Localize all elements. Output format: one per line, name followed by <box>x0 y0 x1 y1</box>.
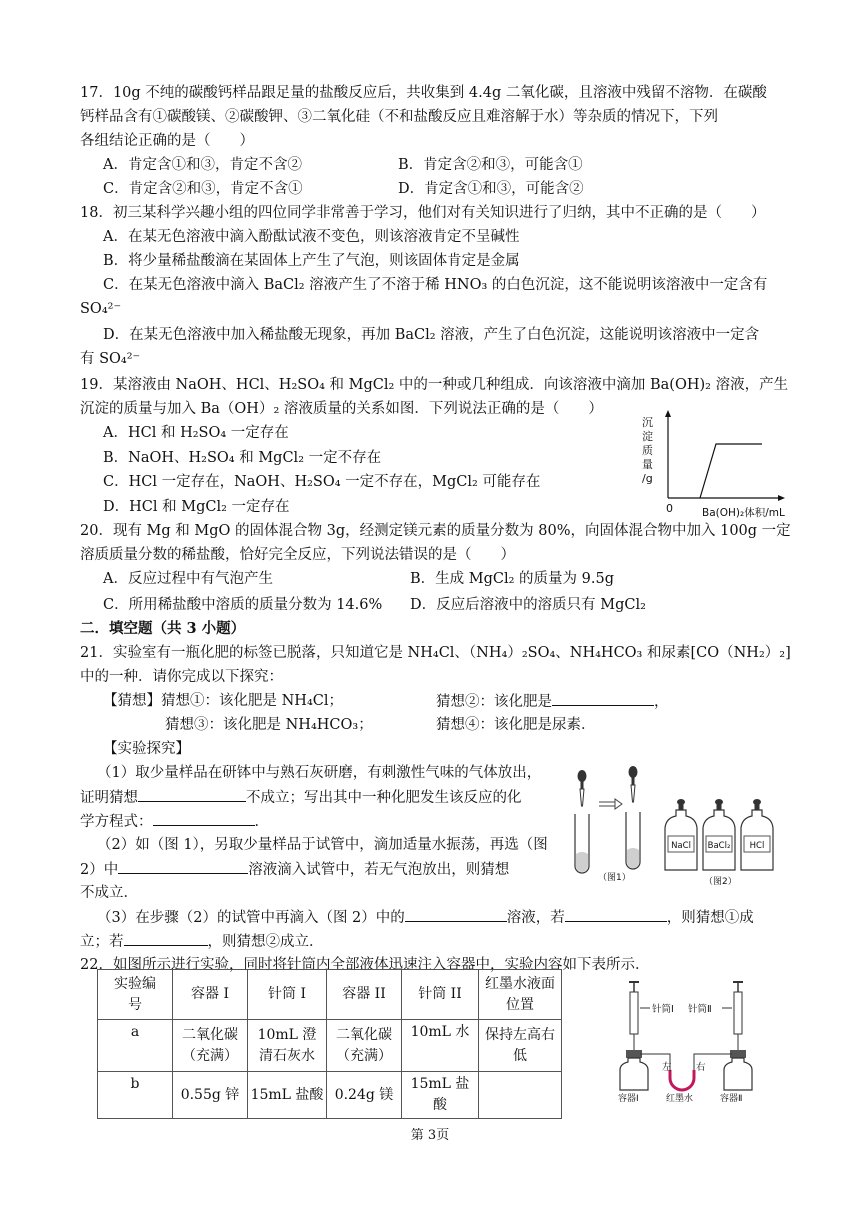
q18-option-c-line2: SO₄²⁻ <box>80 301 122 317</box>
table-cell <box>327 1020 402 1072</box>
q19-stem-line2: 沉淀的质量与加入 Ba（OH）₂ 溶液质量的关系如图．下列说法正确的是（ ） <box>80 401 603 417</box>
table-cell <box>479 1020 562 1072</box>
header-text: 容器 I <box>191 986 229 1002</box>
cell-text: 15mL 盐酸 <box>250 1086 324 1103</box>
q21-guess-2-comma: ， <box>654 694 669 710</box>
q21-guess-2 <box>436 691 669 712</box>
header-text: 容器 II <box>342 986 386 1002</box>
q22-stem: 22．如图所示进行实验，同时将针筒内全部液体迅速注入容器中，实验内容如下表所示． <box>80 957 650 973</box>
q21-guess-4: 猜想④：该化肥是尿素． <box>436 717 596 733</box>
q21-part3-text-a: （3）在步骤（2）的试管中再滴入（图 2）中的 <box>97 910 405 926</box>
header-text: 实验编号 <box>114 975 156 1013</box>
cell-text: a <box>130 1024 140 1040</box>
q21-part3-text-c: ，则猜想①成 <box>666 910 754 926</box>
label-container-2: 容器Ⅱ <box>720 1094 743 1104</box>
cell-text: 二氧化碳（充满） <box>182 1026 238 1064</box>
q21-part1-blank-equation[interactable] <box>153 811 255 826</box>
q20-option-d: D．反应后溶液中的溶质只有 MgCl₂ <box>410 597 646 613</box>
q21-part2-line2 <box>80 859 509 880</box>
q21-part1-blank-guess[interactable] <box>138 787 246 802</box>
dropper-right-icon <box>629 766 638 802</box>
reagent-bottle-hcl-icon <box>741 799 773 870</box>
q21-part3-blank-solution[interactable] <box>405 907 507 922</box>
q21-part1-text-c: 学方程式： <box>80 814 153 830</box>
q17-stem-line1: 17．10g 不纯的碳酸钙样品跟足量的盐酸反应后，共收集到 4.4g 二氧化碳，且溶液中残留不溶物．在碳酸 <box>80 85 767 101</box>
q19-option-a: A．HCl 和 H₂SO₄ 一定存在 <box>103 425 289 441</box>
q18-option-c-line1: C．在某无色溶液中滴入 BaCl₂ 溶液产生了不溶于稀 HNO₃ 的白色沉淀，这不能说明该溶液中一定含有 <box>103 277 768 293</box>
table-row <box>98 1020 562 1072</box>
q21-part1-text-a: 证明猜想 <box>80 790 138 806</box>
q21-part3-blank-condition1[interactable] <box>565 907 667 922</box>
q19-graph-ylabel-4: /g <box>642 472 653 485</box>
q19-graph-ylabel-0: 沉 <box>642 416 653 429</box>
q22-experiment-table <box>97 969 562 1119</box>
q21-part1-line2 <box>80 787 522 808</box>
table-header-cell <box>402 970 479 1020</box>
label-syringe-1: 针筒Ⅰ <box>652 1004 674 1015</box>
q19-graph-ylabel-2: 质 <box>642 444 653 457</box>
table-cell <box>98 1072 173 1119</box>
q18-stem: 18．初三某科学兴趣小组的四位同学非常善于学习，他们对有关知识进行了归纳，其中不正确的是（ ） <box>80 205 766 221</box>
page-number: 第 3页 <box>410 1128 450 1143</box>
cell-text: b <box>130 1076 140 1092</box>
q19-graph <box>640 410 790 520</box>
q19-graph-origin: 0 <box>666 502 673 515</box>
transfer-arrow-icon <box>599 799 622 809</box>
q21-part3-text-b: 溶液，若 <box>506 910 565 926</box>
q19-graph-ylabel-3: 量 <box>642 458 653 471</box>
q21-part1-line1: （1）取少量样品在研钵中与熟石灰研磨，有刺激性气味的气体放出， <box>97 765 542 781</box>
table-row <box>98 1072 562 1119</box>
q19-graph-ylabel-1: 淀 <box>642 430 653 443</box>
q21-guess-1: 【猜想】猜想①：该化肥是 NH₄Cl； <box>103 693 343 709</box>
q21-part2-text-b: 溶液滴入试管中，若无气泡放出，则猜想 <box>248 862 510 878</box>
q21-part1-period: ． <box>254 814 269 830</box>
container-1-icon <box>620 1050 648 1090</box>
q21-figure-1 <box>566 762 662 882</box>
u-tube-icon <box>640 1054 732 1090</box>
q20-stem-line1: 20．现有 Mg 和 MgO 的固体混合物 3g，经测定镁元素的质量分数为 80%，向固体混合物中加入 100g 一定 <box>80 523 791 539</box>
q17-option-c: C．肯定含②和③，肯定不含① <box>103 181 303 197</box>
q21-part3-line2 <box>80 931 324 952</box>
q21-guess-2-blank[interactable] <box>552 691 654 706</box>
q19-option-c: C．HCl 一定存在，NaOH、H₂SO₄ 一定不存在，MgCl₂ 可能存在 <box>103 474 541 490</box>
q21-part2-blank-solution[interactable] <box>118 859 248 874</box>
q21-guess-2-label: 猜想②：该化肥是 <box>436 694 552 710</box>
bottle-label-nacl: NaCl <box>671 841 691 851</box>
label-syringe-2: 针筒Ⅱ <box>688 1004 712 1015</box>
q19-stem-line1: 19．某溶液由 NaOH、HCl、H₂SO₄ 和 MgCl₂ 中的一种或几种组成．向该溶液中滴加 Ba(OH)₂ 溶液，产生 <box>80 377 789 393</box>
bottle-label-bacl2: BaCl₂ <box>707 841 731 851</box>
table-cell <box>402 1020 479 1072</box>
section-heading-fill-in: 二．填空题（共 3 小题） <box>80 620 246 637</box>
q21-part1-text-b: 不成立；写出其中一种化肥发生该反应的化 <box>246 790 522 806</box>
table-cell <box>98 1020 173 1072</box>
table-cell <box>173 1072 248 1119</box>
bottle-label-hcl: HCl <box>749 841 765 851</box>
q21-part3-text-e: ，则猜想②成立． <box>207 934 324 950</box>
q19-graph-curve <box>700 444 762 498</box>
table-cell <box>402 1072 479 1119</box>
q21-explore-heading: 【实验探究】 <box>103 741 190 757</box>
q18-option-b: B．将少量稀盐酸滴在某固体上产生了气泡，则该固体肯定是金属 <box>103 253 520 269</box>
table-header-cell <box>98 970 173 1020</box>
header-text: 针筒 I <box>268 986 306 1002</box>
q19-graph-xlabel: Ba(OH)₂体积/mL <box>702 507 785 519</box>
q17-option-b: B．肯定含②和③，可能含① <box>398 157 583 173</box>
q21-part3-text-d: 立；若 <box>80 934 124 950</box>
q20-option-c: C．所用稀盐酸中溶质的质量分数为 14.6% <box>103 597 383 613</box>
q18-option-d-line1: D．在某无色溶液中加入稀盐酸无现象，再加 BaCl₂ 溶液，产生了白色沉淀，这能说明该溶液中一定含 <box>103 327 760 343</box>
q21-figure-1-caption: （图1） <box>598 873 631 883</box>
q22-apparatus-diagram <box>618 978 772 1104</box>
q18-option-d-line2: 有 SO₄²⁻ <box>80 351 141 367</box>
label-red-ink: 红墨水 <box>666 1094 694 1104</box>
q21-part2-line3: 不成立． <box>80 885 138 901</box>
cell-text: 0.55g 锌 <box>180 1086 240 1103</box>
table-cell <box>248 1020 327 1072</box>
q21-part2-line1: （2）如（图 1），另取少量样品于试管中，滴加适量水振荡，再选（图 <box>97 837 548 853</box>
cell-text: 保持左高右低 <box>485 1026 555 1064</box>
container-2-icon <box>724 1050 752 1090</box>
cell-text: 15mL 盐酸 <box>410 1076 470 1113</box>
q19-graph-y-arrow <box>665 410 671 417</box>
cell-text: 二氧化碳（充满） <box>336 1026 392 1064</box>
q17-stem-line3: 各组结论正确的是（ ） <box>80 133 254 149</box>
reagent-bottle-nacl-icon <box>665 799 697 870</box>
q18-option-a: A．在某无色溶液中滴入酚酞试液不变色，则该溶液肯定不呈碱性 <box>103 229 520 245</box>
q19-graph-x-arrow <box>778 495 785 501</box>
q17-option-a: A．肯定含①和③，肯定不含② <box>103 157 302 173</box>
q21-part3-line1 <box>97 907 754 928</box>
header-text: 针筒 II <box>418 986 462 1002</box>
q20-option-a: A．反应过程中有气泡产生 <box>103 571 273 587</box>
table-cell <box>479 1072 562 1119</box>
q21-part3-blank-condition2[interactable] <box>124 931 208 946</box>
q21-figure-2-caption: （图2） <box>704 877 737 887</box>
cell-text: 0.24g 镁 <box>334 1086 394 1103</box>
header-text: 红墨水液面位置 <box>485 975 555 1013</box>
table-header-cell <box>248 970 327 1020</box>
label-left: 左 <box>662 1062 672 1073</box>
table-cell <box>173 1020 248 1072</box>
table-header-cell <box>479 970 562 1020</box>
dropper-left-icon <box>578 770 587 806</box>
q19-option-d: D．HCl 和 MgCl₂ 一定存在 <box>103 499 290 515</box>
q21-guess-3: 猜想③：该化肥是 NH₄HCO₃； <box>165 717 373 733</box>
table-cell <box>248 1072 327 1119</box>
q17-option-d: D．肯定含①和③，可能含② <box>398 181 584 197</box>
syringe-2-icon <box>733 982 743 1050</box>
q21-stem-line1: 21．实验室有一瓶化肥的标签已脱落，只知道它是 NH₄Cl、（NH₄）₂SO₄、NH₄HCO₃ 和尿素[CO（NH₂）₂] <box>80 645 791 661</box>
q21-part2-text-a: 2）中 <box>80 862 119 878</box>
reagent-bottle-bacl2-icon <box>703 799 735 870</box>
q21-figure-2 <box>664 800 784 888</box>
q20-option-b: B．生成 MgCl₂ 的质量为 9.5g <box>410 571 614 587</box>
q21-stem-line2: 中的一种．请你完成以下探究： <box>80 669 283 685</box>
table-cell <box>327 1072 402 1119</box>
cell-text: 10mL 水 <box>410 1024 470 1040</box>
q19-option-b: B．NaOH、H₂SO₄ 和 MgCl₂ 一定不存在 <box>103 450 382 466</box>
syringe-1-icon <box>629 982 639 1050</box>
q21-part1-line3 <box>80 811 269 832</box>
q20-stem-line2: 溶质质量分数的稀盐酸，恰好完全反应，下列说法错误的是（ ） <box>80 547 515 563</box>
label-container-1: 容器Ⅰ <box>618 1094 639 1104</box>
table-header-cell <box>173 970 248 1020</box>
table-header-cell <box>327 970 402 1020</box>
table-header-row <box>98 970 562 1020</box>
cell-text: 10mL 澄清石灰水 <box>257 1026 317 1064</box>
label-right: 右 <box>696 1062 706 1073</box>
q17-stem-line2: 钙样品含有①碳酸镁、②碳酸钾、③二氧化硅（不和盐酸反应且难溶解于水）等杂质的情况下，下列 <box>80 109 718 125</box>
